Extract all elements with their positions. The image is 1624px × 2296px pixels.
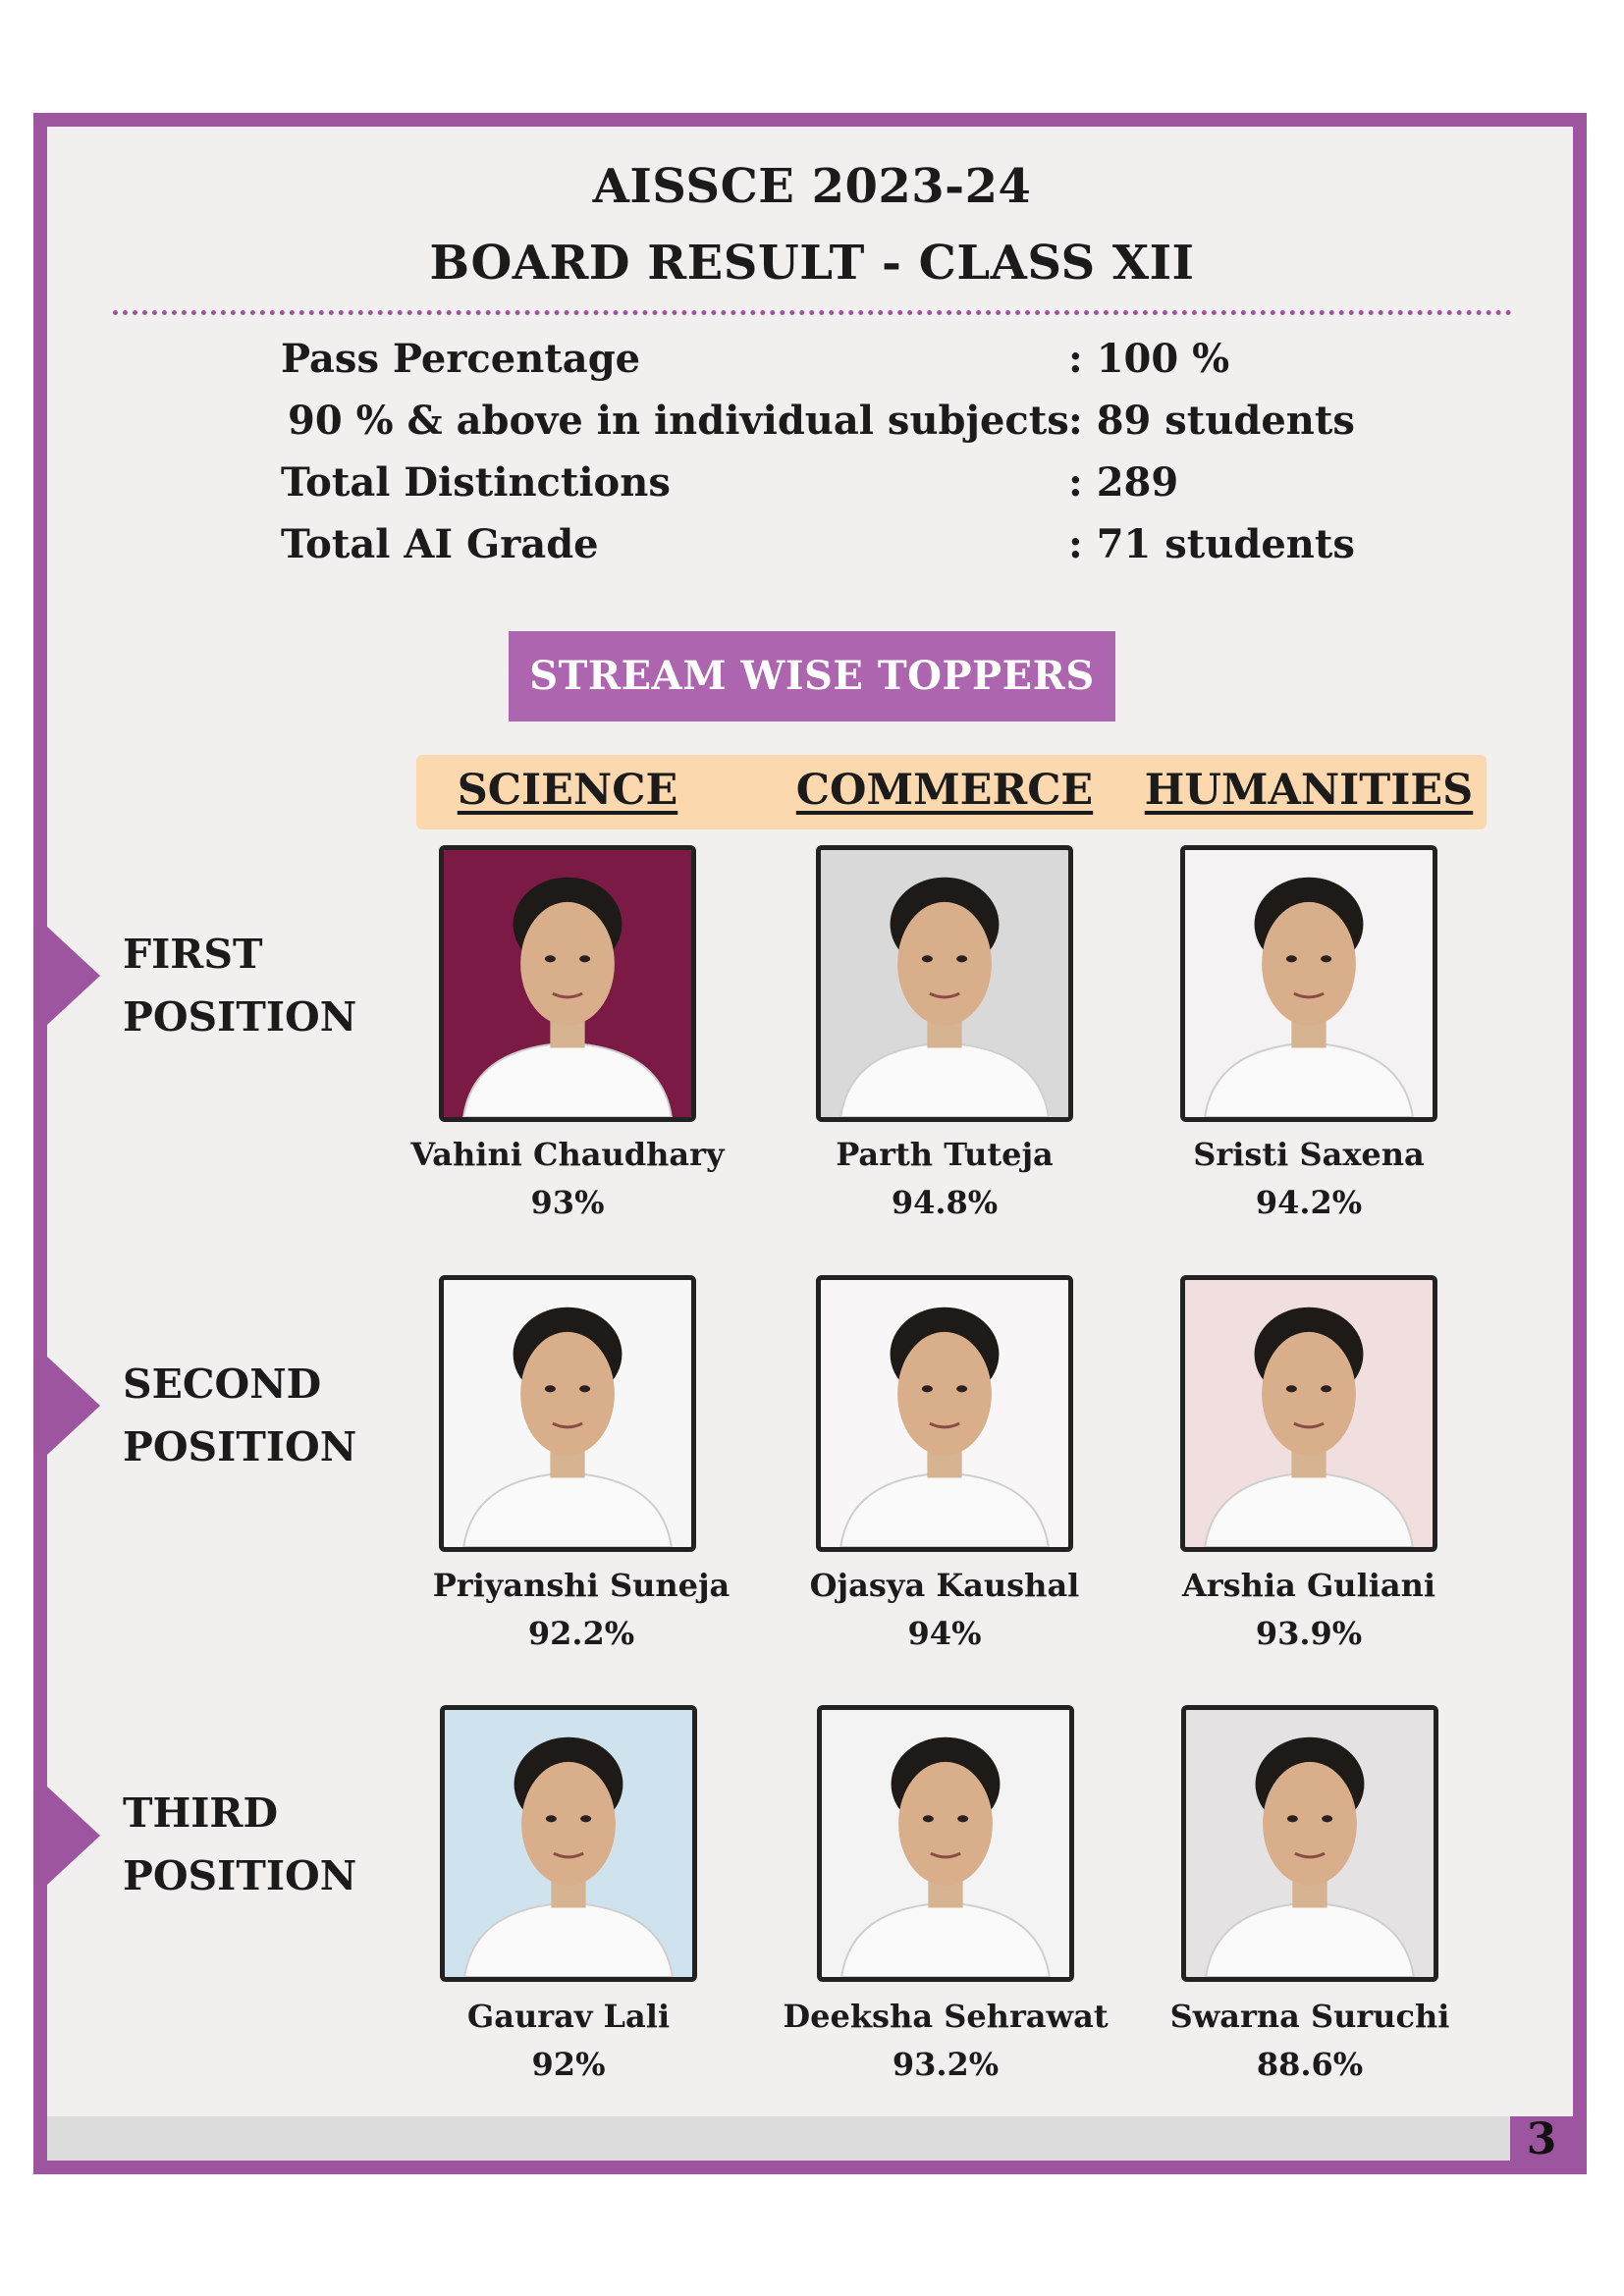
eye-shape [1321, 1385, 1331, 1392]
eye-shape [580, 1815, 591, 1822]
topper-photo-commerce-second [816, 1275, 1073, 1552]
stat-label-distinctions: Total Distinctions [281, 459, 671, 506]
position-label-third [123, 1782, 356, 1907]
portrait-illustration [1186, 1710, 1434, 1977]
topper-name-commerce-third: Deeksha Sehrawat [783, 1998, 1109, 2035]
stat-label-ai-grade: Total AI Grade [281, 521, 599, 567]
stream-toppers-banner: STREAM WISE TOPPERS [509, 631, 1115, 721]
stat-value-above90: : 89 students [1068, 398, 1355, 444]
eye-shape [1321, 955, 1331, 962]
eye-shape [922, 955, 933, 962]
position-label-second [123, 1353, 356, 1478]
topper-name-science-third: Gaurav Lali [466, 1998, 671, 2035]
position-label-line1: THIRD [123, 1789, 279, 1837]
eye-shape [923, 1815, 934, 1822]
topper-score-commerce-third: 93.2% [892, 2046, 1000, 2083]
face-shape [1263, 1762, 1357, 1886]
eye-shape [956, 1385, 967, 1392]
face-shape [520, 902, 615, 1026]
portrait-illustration [821, 1280, 1068, 1547]
topper-photo-commerce-third [817, 1705, 1074, 1982]
topper-photo-science-second [439, 1275, 696, 1552]
stream-heading-commerce: COMMERCE [795, 766, 1094, 815]
position-arrow-second [47, 1357, 100, 1455]
portrait-illustration [822, 1710, 1069, 1977]
face-shape [897, 1332, 992, 1456]
dotted-divider [113, 310, 1512, 315]
topper-name-humanities-first: Sristi Saxena [1193, 1136, 1425, 1173]
footer-bar [47, 2116, 1510, 2161]
eye-shape [579, 1385, 590, 1392]
face-shape [521, 1762, 616, 1886]
page-subtitle: BOARD RESULT - CLASS XII [429, 236, 1195, 291]
face-shape [897, 902, 992, 1026]
eye-shape [579, 955, 590, 962]
topper-photo-humanities-third [1181, 1705, 1438, 1982]
topper-photo-commerce-first [816, 845, 1073, 1122]
topper-name-humanities-third: Swarna Suruchi [1169, 1998, 1450, 2035]
eye-shape [922, 1385, 933, 1392]
eye-shape [956, 955, 967, 962]
portrait-illustration [445, 1710, 692, 1977]
eye-shape [1286, 955, 1297, 962]
eye-shape [1322, 1815, 1332, 1822]
eye-shape [546, 1815, 557, 1822]
page-number: 3 [1510, 2116, 1573, 2161]
position-label-line2: POSITION [123, 993, 357, 1041]
topper-photo-science-third [440, 1705, 697, 1982]
position-label-line1: SECOND [123, 1361, 322, 1408]
position-arrow-first [47, 927, 100, 1025]
topper-score-humanities-third: 88.6% [1256, 2046, 1364, 2083]
topper-name-science-first: Vahini Chaudhary [410, 1136, 725, 1173]
eye-shape [545, 955, 556, 962]
topper-photo-humanities-first [1180, 845, 1437, 1122]
topper-photo-science-first [439, 845, 696, 1122]
stat-value-distinctions: : 289 [1068, 459, 1179, 506]
position-arrow-third [47, 1787, 100, 1885]
topper-score-commerce-first: 94.8% [891, 1184, 999, 1221]
topper-name-commerce-first: Parth Tuteja [836, 1136, 1054, 1173]
topper-score-science-third: 92% [531, 2046, 606, 2083]
position-label-first [123, 923, 356, 1048]
eye-shape [957, 1815, 968, 1822]
stream-heading-humanities: HUMANITIES [1144, 766, 1474, 815]
topper-score-humanities-second: 93.9% [1255, 1615, 1363, 1652]
topper-photo-humanities-second [1180, 1275, 1437, 1552]
face-shape [898, 1762, 993, 1886]
portrait-illustration [1185, 1280, 1433, 1547]
face-shape [520, 1332, 615, 1456]
position-label-line2: POSITION [123, 1852, 357, 1899]
topper-score-commerce-second: 94% [907, 1615, 982, 1652]
portrait-illustration [821, 850, 1068, 1117]
stream-heading-science: SCIENCE [457, 766, 678, 815]
eye-shape [1287, 1815, 1298, 1822]
eye-shape [1286, 1385, 1297, 1392]
position-label-line1: FIRST [123, 931, 263, 978]
portrait-illustration [1185, 850, 1433, 1117]
portrait-illustration [444, 1280, 691, 1547]
page-title: AISSCE 2023-24 [592, 159, 1032, 214]
topper-name-science-second: Priyanshi Suneja [432, 1567, 731, 1604]
stat-value-pass: : 100 % [1068, 336, 1230, 382]
topper-score-science-second: 92.2% [527, 1615, 635, 1652]
topper-name-commerce-second: Ojasya Kaushal [809, 1567, 1080, 1604]
stat-label-above90: 90 % & above in individual subjects [288, 398, 1069, 444]
topper-name-humanities-second: Arshia Guliani [1181, 1567, 1436, 1604]
face-shape [1262, 1332, 1356, 1456]
topper-score-humanities-first: 94.2% [1255, 1184, 1363, 1221]
eye-shape [545, 1385, 556, 1392]
topper-score-science-first: 93% [530, 1184, 605, 1221]
position-label-line2: POSITION [123, 1423, 357, 1470]
stat-value-ai-grade: : 71 students [1068, 521, 1355, 567]
face-shape [1262, 902, 1356, 1026]
portrait-illustration [444, 850, 691, 1117]
stat-label-pass: Pass Percentage [281, 336, 641, 382]
